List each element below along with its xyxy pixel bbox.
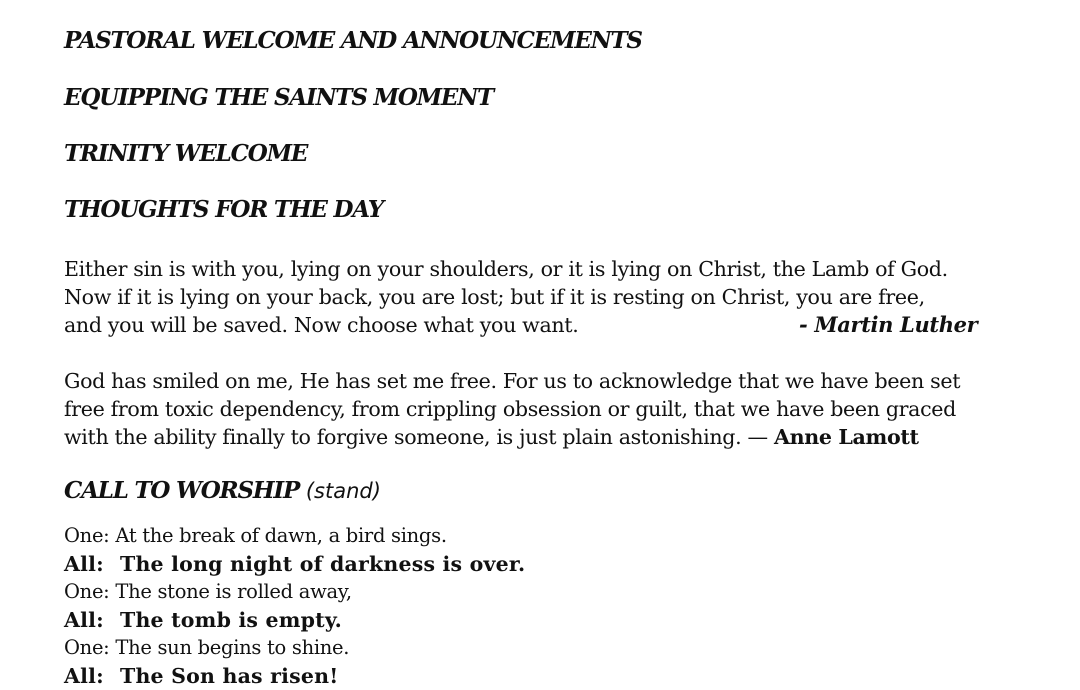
quote-attribution: Anne Lamott	[773, 425, 919, 449]
quote-line-last	[64, 423, 1019, 451]
liturgy-line-all	[64, 606, 525, 634]
liturgy-text: The sun begins to shine.	[115, 636, 350, 659]
liturgy-speaker: All:	[64, 552, 104, 576]
quote-line-text: with the ability finally to forgive someone, is just plain astonishing. —	[64, 425, 774, 449]
liturgy-speaker: One:	[64, 636, 110, 659]
quote-line: Now if it is lying on your back, you are lost; but if it is resting on Christ, you are free,	[64, 285, 925, 309]
liturgy-text: At the break of dawn, a bird sings.	[115, 524, 447, 547]
liturgy-text: The Son has risen!	[120, 664, 339, 688]
liturgy-text: The tomb is empty.	[120, 608, 342, 632]
liturgy-speaker: One:	[64, 524, 110, 547]
quote-anne-lamott	[64, 367, 1019, 451]
liturgy-speaker: One:	[64, 580, 110, 603]
liturgy-line-one	[64, 578, 525, 606]
liturgy-line-one	[64, 522, 525, 550]
heading-pastoral-welcome: PASTORAL WELCOME AND ANNOUNCEMENTS	[64, 27, 642, 54]
heading-trinity-welcome: TRINITY WELCOME	[64, 140, 308, 167]
liturgy-text: The stone is rolled away,	[115, 580, 352, 603]
liturgy-line-one	[64, 634, 525, 662]
call-to-worship-title: CALL TO WORSHIP	[64, 477, 300, 504]
liturgy-speaker: All:	[64, 608, 104, 632]
quote-line: God has smiled on me, He has set me free. For us to acknowledge that we have been set	[64, 369, 961, 393]
responsive-reading	[64, 522, 525, 690]
quote-attribution: - Martin Luther	[799, 312, 978, 337]
call-to-worship-note: (stand)	[305, 479, 381, 503]
liturgy-text: The long night of darkness is over.	[120, 552, 526, 576]
quote-line-last	[64, 311, 1019, 339]
liturgy-line-all	[64, 662, 525, 690]
quote-line: free from toxic dependency, from crippling obsession or guilt, that we have been graced	[64, 397, 956, 421]
quote-line-text: and you will be saved. Now choose what you want.	[64, 313, 579, 337]
quote-martin-luther	[64, 255, 1019, 339]
heading-thoughts-for-day: THOUGHTS FOR THE DAY	[64, 196, 383, 223]
liturgy-line-all	[64, 550, 525, 578]
quote-line: Either sin is with you, lying on your shoulders, or it is lying on Christ, the Lamb of God.	[64, 257, 948, 281]
liturgy-speaker: All:	[64, 664, 104, 688]
heading-call-to-worship	[64, 477, 381, 504]
heading-equipping-saints: EQUIPPING THE SAINTS MOMENT	[64, 84, 493, 111]
